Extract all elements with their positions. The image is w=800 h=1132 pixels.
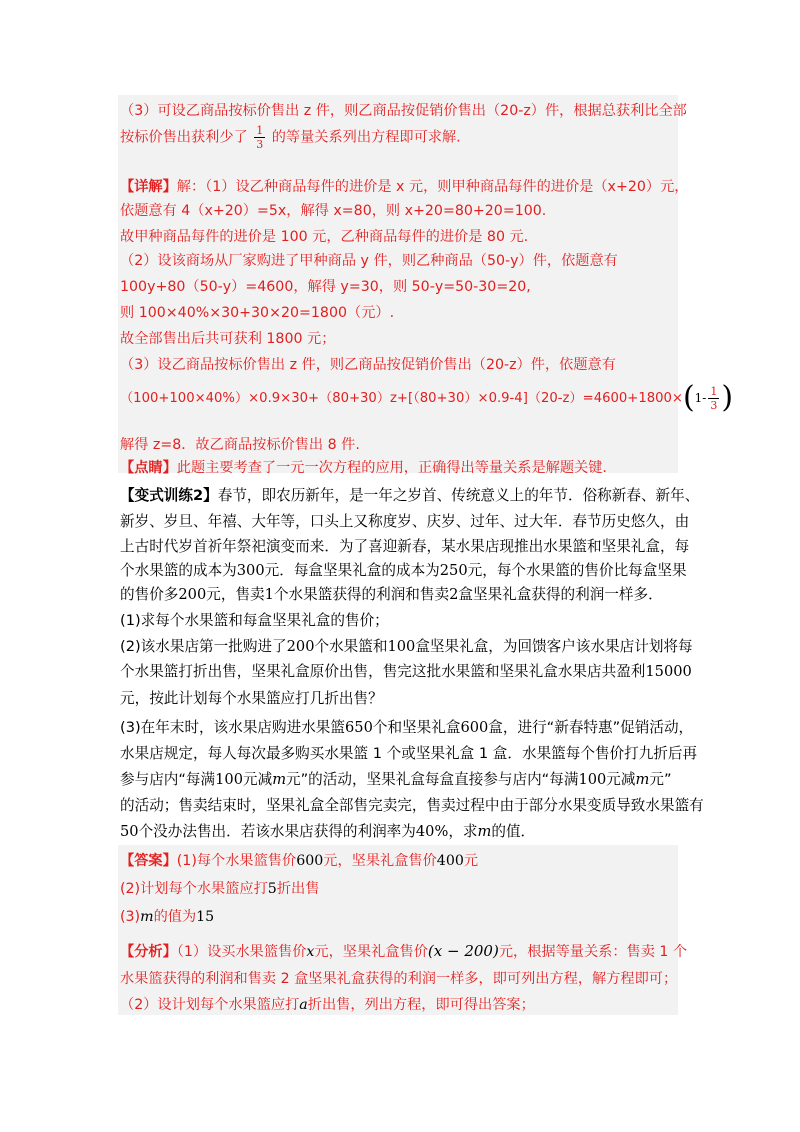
question-3-line5: 50个没办法售出．若该水果店获得的利润率为40%，求m的值． bbox=[120, 823, 536, 840]
analysis2-line2: 水果篮获得的利润和售卖 2 盒坚果礼盒获得的利润一样多，即可列出方程，解方程即可； bbox=[120, 971, 678, 987]
detail-line6: 则 100×40%×30+30×20=1800（元）. bbox=[120, 305, 395, 321]
exercise-line1: 【变式训练2】春节，即农历新年，是一年之岁首、传统意义上的年节．俗称新春、新年、 bbox=[120, 487, 700, 504]
answer-line3: (3)m的值为15 bbox=[120, 909, 215, 925]
question-2-line3: 元，按此计划每个水果篮应打几折出售？ bbox=[120, 690, 383, 707]
exercise-line3: 上古时代岁首祈年祭祀演变而来．为了喜迎新春，某水果店现推出水果篮和坚果礼盒，每 bbox=[120, 538, 690, 555]
question-3-line3: 参与店内“每满100元减m元”的活动，坚果礼盒每盒直接参与店内“每满100元减m元” bbox=[120, 771, 672, 788]
fraction-one-third: $\frac{1}{3}$ bbox=[256, 124, 264, 151]
detail-line5: 100y+80（50-y）=4600，解得 y=30，则 50-y=50-30=20, bbox=[120, 279, 531, 295]
question-3-line4: 的活动；售卖结束时，坚果礼盒全部售完卖完，售卖过程中由于部分水果变质导致水果篮有 bbox=[120, 797, 704, 814]
question-1: (1)求每个水果篮和每盒坚果礼盒的售价； bbox=[120, 612, 389, 629]
analysis-part3-line2: 按标价售出获利少了 $\frac{1}{3}$ 的等量关系列出方程即可求解. bbox=[120, 124, 461, 151]
exercise-line2: 新岁、岁旦、年禧、大年等，口头上又称度岁、庆岁、过年、过大年．春节历史悠久，由 bbox=[120, 513, 690, 530]
answer-line2: (2)计划每个水果篮应打5折出售 bbox=[120, 881, 320, 897]
comment-line: 【点睛】此题主要考查了一元一次方程的应用，正确得出等量关系是解题关键. bbox=[120, 460, 607, 476]
question-3-line2: 水果店规定，每人每次最多购买水果篮 1 个或坚果礼盒 1 盒．水果篮每个售价打九折后再 bbox=[120, 745, 698, 762]
analysis2-line3: （2）设计划每个水果篮应打a折出售，列出方程，即可得出答案； bbox=[120, 997, 535, 1013]
detail-line3: 故甲种商品每件的进价是 100 元，乙种商品每件的进价是 80 元. bbox=[120, 229, 529, 245]
exercise-line5: 的售价多200元，售卖1个水果篮获得的利润和售卖2盒坚果礼盒获得的利润一样多． bbox=[120, 586, 663, 603]
question-3-line1: (3)在年末时，该水果店购进水果篮650个和坚果礼盒600盒，进行“新春特惠”促销活动， bbox=[120, 719, 694, 736]
analysis2-line1: 【分析】（1）设买水果篮售价x元，坚果礼盒售价(x − 200)元，根据等量关系：售卖 1 个 bbox=[120, 942, 688, 960]
answer-line1: 【答案】(1)每个水果篮售价600元，坚果礼盒售价400元 bbox=[120, 853, 479, 869]
analysis-part3-line1: （3）可设乙商品按标价售出 z 件，则乙商品按促销价售出（20-z）件，根据总获利比全部 bbox=[120, 103, 687, 119]
detail-line2: 依题意有 4（x+20）=5x，解得 x=80，则 x+20=80+20=100. bbox=[120, 203, 547, 219]
answer-tag: 【答案】 bbox=[120, 853, 177, 869]
exercise-line4: 个水果篮的成本为300元．每盒坚果礼盒的成本为250元，每个水果篮的售价比每盒坚果 bbox=[120, 562, 687, 579]
exercise-tag: 【变式训练2】 bbox=[120, 487, 218, 504]
detail-line4: （2）设该商场从厂家购进了甲种商品 y 件，则乙种商品（50-y）件，依题意有 bbox=[120, 253, 618, 269]
highlight-block-answer bbox=[118, 845, 678, 1015]
detail-line7: 故全部售出后共可获利 1800 元； bbox=[120, 331, 336, 347]
fraction-one-third-2: $\frac{1}{3}$ bbox=[710, 384, 718, 412]
detail-line8: （3）设乙商品按标价售出 z 件，则乙商品按促销价售出（20-z）件，依题意有 bbox=[120, 357, 616, 373]
detail-tag: 【详解】 bbox=[120, 179, 177, 195]
comment-tag: 【点睛】 bbox=[120, 460, 177, 476]
detail-line1: 【详解】解：（1）设乙种商品每件的进价是 x 元，则甲种商品每件的进价是（x+20）元， bbox=[120, 179, 689, 195]
detail-line10: 解得 z=8．故乙商品按标价售出 8 件. bbox=[120, 437, 360, 453]
analysis2-tag: 【分析】 bbox=[120, 944, 177, 960]
detail-line9: （100+100×40%）×0.9×30+（80+30）z+[（80+30）×0.9-4]（20-z）=4600+1800×(1- $\frac{1}{3}$ ) bbox=[120, 380, 734, 415]
question-2-line1: (2)该水果店第一批购进了200个水果篮和100盒坚果礼盒，为回馈客户该水果店计划将每 bbox=[120, 638, 693, 655]
question-2-line2: 个水果篮打折出售，坚果礼盒原价出售，售完这批水果篮和坚果礼盒水果店共盈利15000 bbox=[120, 663, 692, 680]
